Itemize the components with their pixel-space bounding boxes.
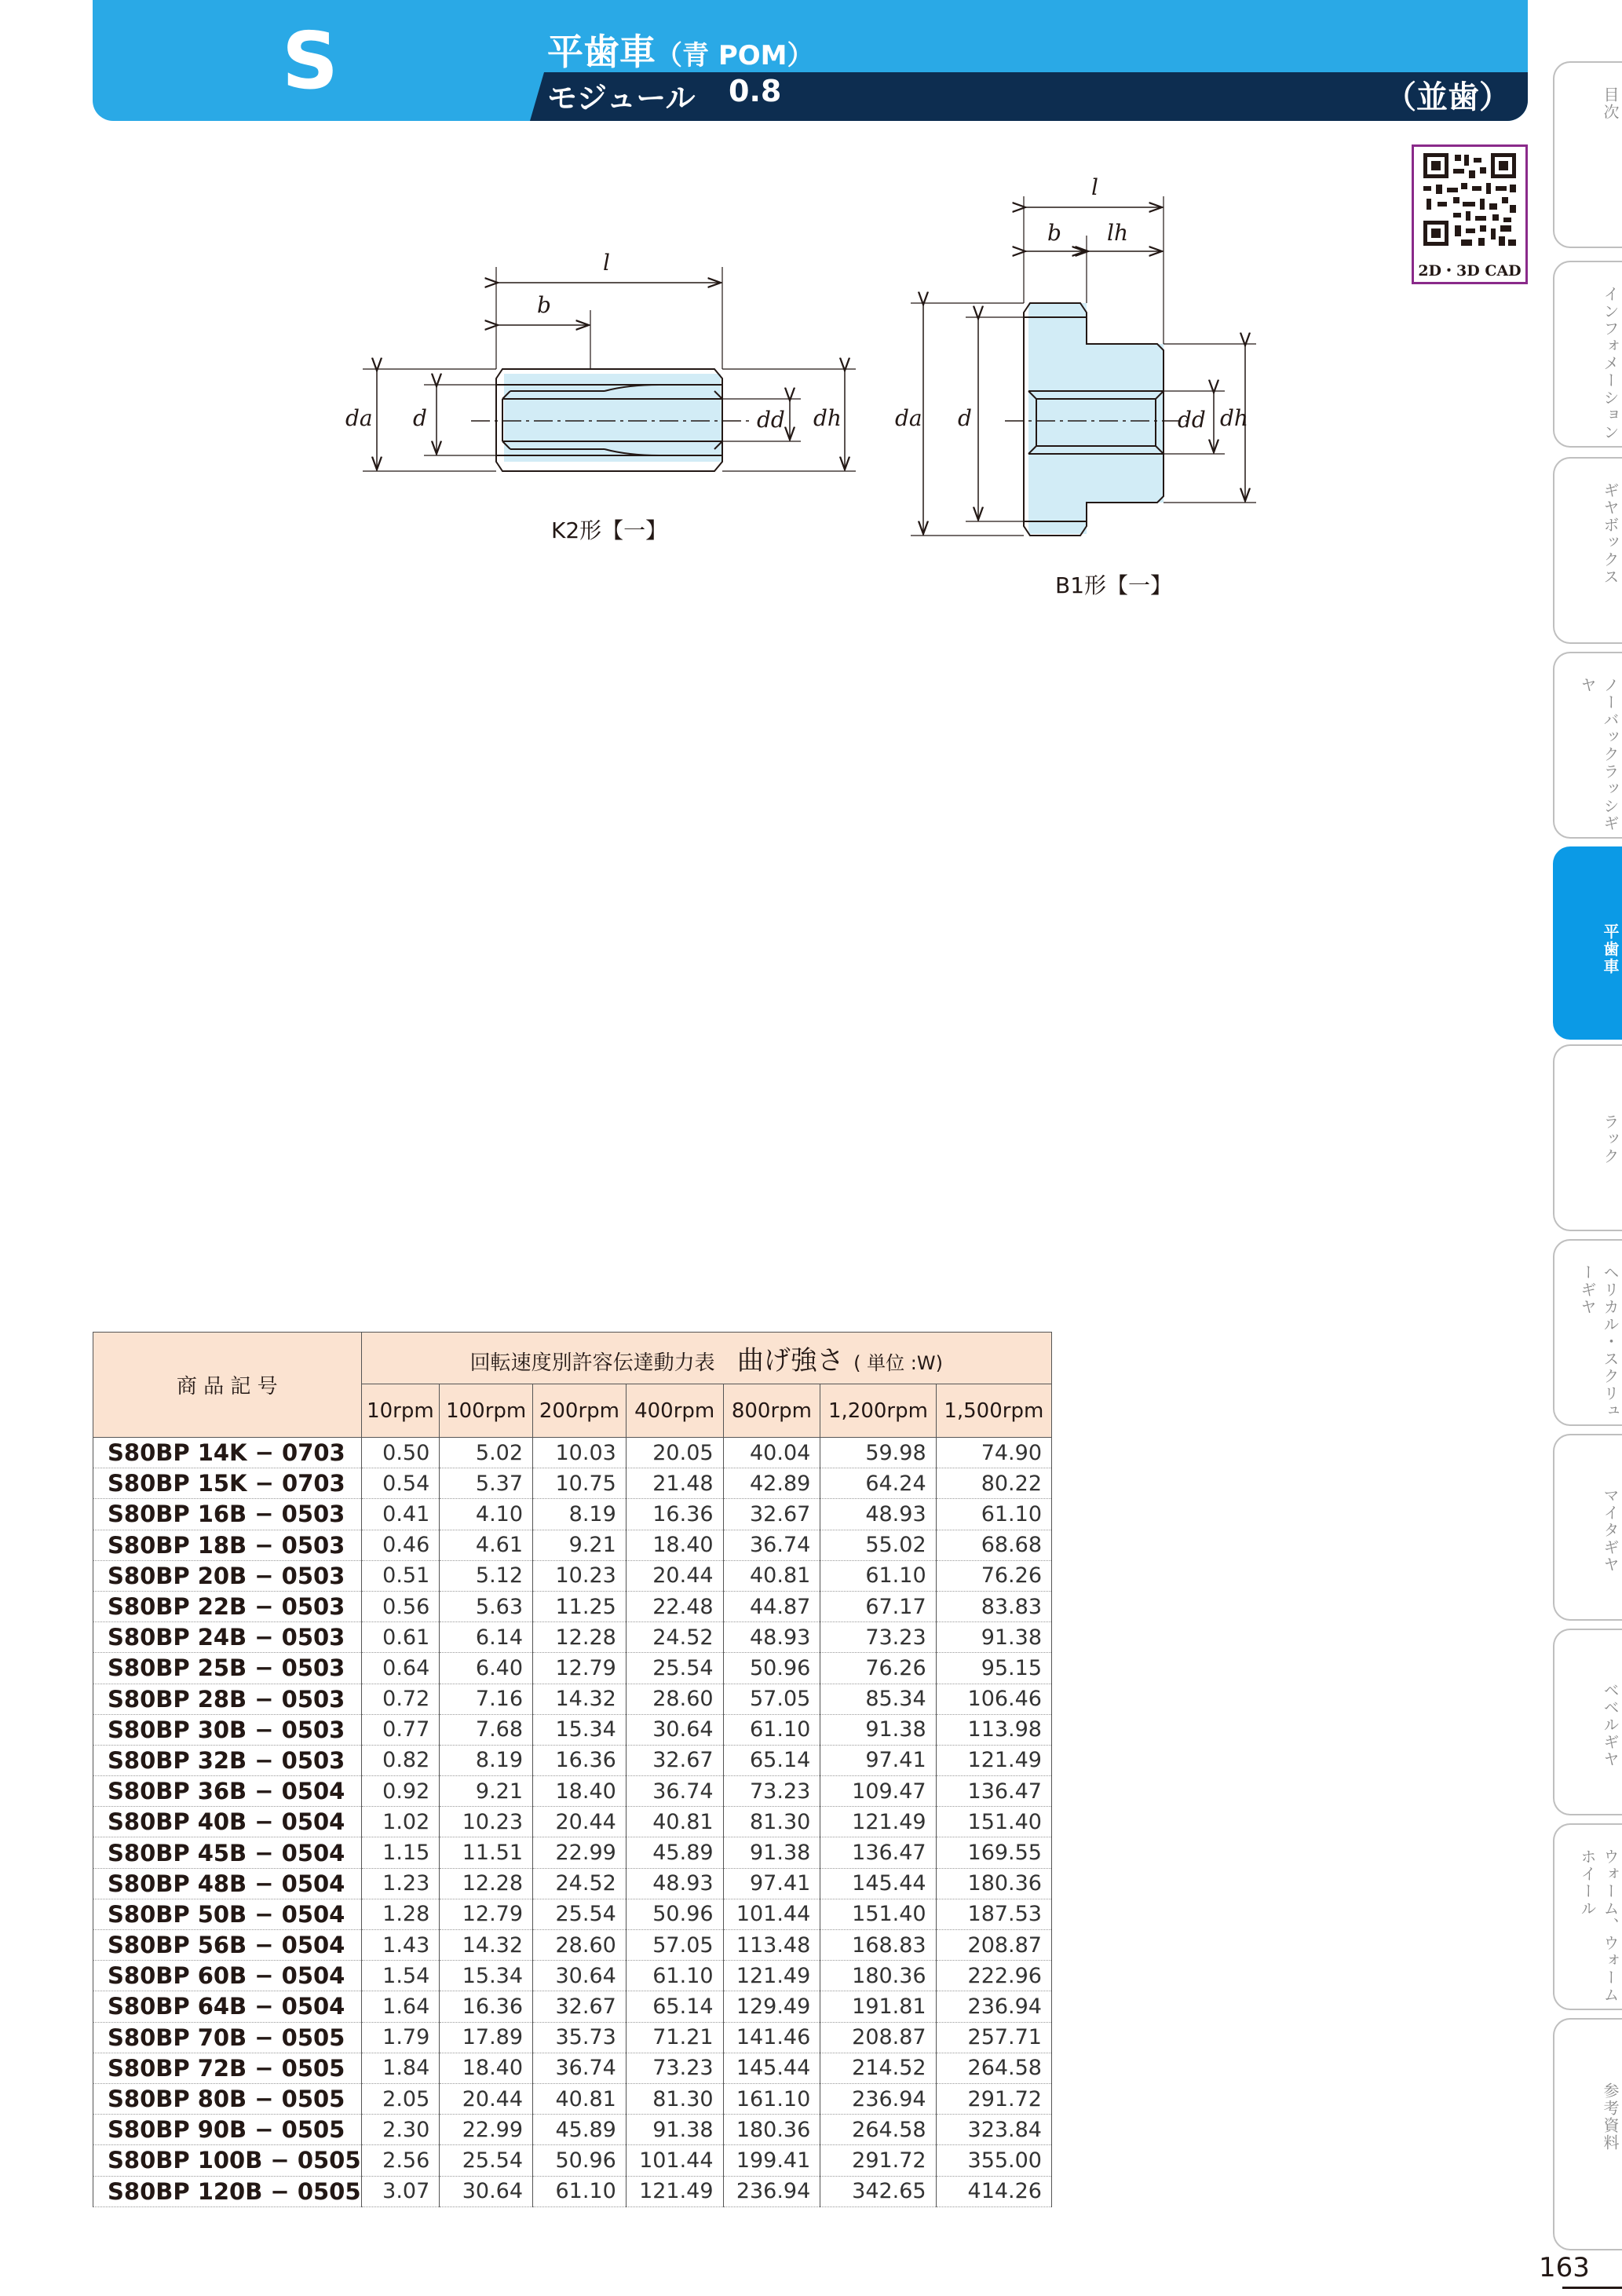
- column-header: 100rpm: [440, 1384, 533, 1438]
- product-code: S80BP 60B − 0504: [93, 1961, 362, 1991]
- module-value: 0.8: [729, 74, 782, 108]
- power-value: 1.15: [361, 1837, 440, 1868]
- product-code: S80BP 45B − 0504: [93, 1837, 362, 1868]
- power-value: 65.14: [626, 1991, 723, 2022]
- power-value: 236.94: [820, 2083, 936, 2114]
- power-value: 10.03: [533, 1438, 627, 1468]
- side-tab-helical[interactable]: [1553, 1239, 1622, 1426]
- power-value: 6.14: [440, 1622, 533, 1653]
- power-value: 291.72: [820, 2145, 936, 2176]
- product-code: S80BP 24B − 0503: [93, 1622, 362, 1653]
- power-value: 323.84: [936, 2115, 1051, 2145]
- k2-dh-label: dh: [813, 405, 842, 431]
- power-value: 24.52: [626, 1622, 723, 1653]
- power-value: 4.10: [440, 1499, 533, 1530]
- power-value: 1.79: [361, 2022, 440, 2053]
- power-value: 2.56: [361, 2145, 440, 2176]
- column-header: 800rpm: [723, 1384, 820, 1438]
- power-value: 113.98: [936, 1714, 1051, 1745]
- product-code: S80BP 30B − 0503: [93, 1714, 362, 1745]
- power-value: 222.96: [936, 1961, 1051, 1991]
- column-header: 10rpm: [361, 1384, 440, 1438]
- b1-lh-label: lh: [1107, 220, 1128, 246]
- power-value: 36.74: [533, 2053, 627, 2083]
- k2-da-label: da: [345, 405, 373, 431]
- power-value: 61.10: [723, 1714, 820, 1745]
- side-tab-bevel[interactable]: [1553, 1629, 1622, 1815]
- side-tab-spur-gear[interactable]: [1553, 846, 1622, 1040]
- power-value: 0.41: [361, 1499, 440, 1530]
- power-value: 15.34: [440, 1961, 533, 1991]
- power-value: 1.54: [361, 1961, 440, 1991]
- side-tab-label: インフォメーション: [1601, 286, 1620, 441]
- power-value: 45.89: [626, 1837, 723, 1868]
- table-subtitle: 曲げ強さ: [736, 1345, 844, 1377]
- power-value: 5.12: [440, 1560, 533, 1591]
- column-header: 400rpm: [626, 1384, 723, 1438]
- power-value: 21.48: [626, 1468, 723, 1499]
- power-value: 10.23: [533, 1560, 627, 1591]
- power-value: 14.32: [440, 1930, 533, 1961]
- power-value: 5.02: [440, 1438, 533, 1468]
- power-value: 0.56: [361, 1591, 440, 1621]
- power-value: 414.26: [936, 2176, 1051, 2206]
- table-row: [93, 1468, 1052, 1499]
- product-code: S80BP 120B − 0505: [93, 2176, 362, 2206]
- power-value: 30.64: [533, 1961, 627, 1991]
- b1-diagram: [911, 196, 1256, 536]
- power-value: 121.49: [820, 1807, 936, 1837]
- product-code: S80BP 70B − 0505: [93, 2022, 362, 2053]
- product-code: S80BP 56B − 0504: [93, 1930, 362, 1961]
- table-row: [93, 1930, 1052, 1961]
- power-value: 45.89: [533, 2115, 627, 2145]
- power-value: 57.05: [626, 1930, 723, 1961]
- power-value: 44.87: [723, 1591, 820, 1621]
- side-tab-label: ノーバックラッシギヤ: [1578, 677, 1620, 832]
- product-code: S80BP 15K − 0703: [93, 1468, 362, 1499]
- power-value: 32.67: [533, 1991, 627, 2022]
- table-row: [93, 1560, 1052, 1591]
- table-row: [93, 1499, 1052, 1530]
- side-tab-worm[interactable]: [1553, 1823, 1622, 2010]
- product-code: S80BP 90B − 0505: [93, 2115, 362, 2145]
- power-value: 97.41: [723, 1868, 820, 1899]
- power-value: 95.15: [936, 1653, 1051, 1684]
- power-value: 91.38: [626, 2115, 723, 2145]
- product-code: S80BP 32B − 0503: [93, 1745, 362, 1775]
- power-value: 50.96: [723, 1653, 820, 1684]
- side-tab-label: ヘリカル・スクリューギヤ: [1578, 1264, 1620, 1420]
- product-code: S80BP 64B − 0504: [93, 1991, 362, 2022]
- power-value: 187.53: [936, 1899, 1051, 1929]
- power-value: 12.28: [533, 1622, 627, 1653]
- power-value: 0.50: [361, 1438, 440, 1468]
- power-value: 121.49: [723, 1961, 820, 1991]
- k2-diagram: [363, 267, 856, 471]
- power-value: 101.44: [626, 2145, 723, 2176]
- power-value: 5.63: [440, 1591, 533, 1621]
- product-code: S80BP 72B − 0505: [93, 2053, 362, 2083]
- power-value: 1.84: [361, 2053, 440, 2083]
- b1-dd-label: dd: [1178, 407, 1206, 433]
- power-value: 61.10: [820, 1560, 936, 1591]
- side-tab-contents[interactable]: [1553, 61, 1622, 248]
- product-code: S80BP 14K − 0703: [93, 1438, 362, 1468]
- power-value: 236.94: [936, 1991, 1051, 2022]
- power-value: 6.40: [440, 1653, 533, 1684]
- power-value: 0.54: [361, 1468, 440, 1499]
- power-value: 55.02: [820, 1530, 936, 1560]
- power-value: 151.40: [820, 1899, 936, 1929]
- power-value: 73.23: [626, 2053, 723, 2083]
- table-row: [93, 2145, 1052, 2176]
- power-value: 0.82: [361, 1745, 440, 1775]
- series-letter: S: [281, 15, 339, 107]
- k2-d-label: d: [413, 405, 427, 431]
- column-header: 1,500rpm: [936, 1384, 1051, 1438]
- power-value: 169.55: [936, 1837, 1051, 1868]
- side-tab-label: マイタギヤ: [1601, 1487, 1620, 1574]
- table-row: [93, 1622, 1052, 1653]
- product-code: S80BP 40B − 0504: [93, 1807, 362, 1837]
- power-value: 168.83: [820, 1930, 936, 1961]
- power-value: 42.89: [723, 1468, 820, 1499]
- side-tab-no-backlash[interactable]: [1553, 652, 1622, 839]
- power-value: 113.48: [723, 1930, 820, 1961]
- power-value: 16.36: [533, 1745, 627, 1775]
- table-row: [93, 1899, 1052, 1929]
- product-code: S80BP 18B − 0503: [93, 1530, 362, 1560]
- power-value: 208.87: [936, 1930, 1051, 1961]
- power-value: 161.10: [723, 2083, 820, 2114]
- power-value: 36.74: [626, 1776, 723, 1807]
- power-value: 68.68: [936, 1530, 1051, 1560]
- side-tab-label: ラック: [1601, 1113, 1620, 1165]
- side-tab-reference[interactable]: [1553, 2018, 1622, 2250]
- power-value: 22.99: [440, 2115, 533, 2145]
- power-value: 141.46: [723, 2022, 820, 2053]
- power-value: 264.58: [936, 2053, 1051, 2083]
- power-value: 83.83: [936, 1591, 1051, 1621]
- b1-dh-label: dh: [1220, 405, 1248, 431]
- product-code: S80BP 22B − 0503: [93, 1591, 362, 1621]
- power-value: 9.21: [533, 1530, 627, 1560]
- table-unit: ( 単位 :W): [853, 1352, 943, 1374]
- power-value: 48.93: [626, 1868, 723, 1899]
- power-value: 91.38: [820, 1714, 936, 1745]
- power-value: 7.16: [440, 1684, 533, 1714]
- table-row: [93, 2022, 1052, 2053]
- table-row: [93, 1714, 1052, 1745]
- side-tab-rack[interactable]: [1553, 1044, 1622, 1231]
- power-value: 199.41: [723, 2145, 820, 2176]
- power-value: 355.00: [936, 2145, 1051, 2176]
- b1-d-label: d: [958, 405, 972, 431]
- qr-code-icon: [1414, 147, 1525, 257]
- power-value: 0.64: [361, 1653, 440, 1684]
- power-value: 48.93: [723, 1622, 820, 1653]
- power-value: 20.05: [626, 1438, 723, 1468]
- k2-l-label: l: [603, 250, 610, 276]
- power-value: 71.21: [626, 2022, 723, 2053]
- power-value: 342.65: [820, 2176, 936, 2206]
- side-tab-gearbox[interactable]: [1553, 457, 1622, 644]
- power-value: 80.22: [936, 1468, 1051, 1499]
- tooth-type: （並歯）: [1385, 79, 1511, 115]
- power-value: 10.23: [440, 1807, 533, 1837]
- power-value: 20.44: [440, 2083, 533, 2114]
- product-code: S80BP 28B − 0503: [93, 1684, 362, 1714]
- k2-caption: K2形【一】: [551, 517, 668, 543]
- power-value: 30.64: [626, 1714, 723, 1745]
- power-value: 85.34: [820, 1684, 936, 1714]
- table-row: [93, 1776, 1052, 1807]
- module-label: モジュール: [547, 81, 696, 115]
- k2-b-label: b: [537, 292, 551, 318]
- table-row: [93, 1745, 1052, 1775]
- table-row: [93, 2176, 1052, 2206]
- power-value: 35.73: [533, 2022, 627, 2053]
- power-value: 11.25: [533, 1591, 627, 1621]
- power-value: 18.40: [533, 1776, 627, 1807]
- power-value: 0.61: [361, 1622, 440, 1653]
- side-tab-miter[interactable]: [1553, 1434, 1622, 1621]
- power-value: 3.07: [361, 2176, 440, 2206]
- power-value: 136.47: [936, 1776, 1051, 1807]
- power-value: 30.64: [440, 2176, 533, 2206]
- power-value: 180.36: [723, 2115, 820, 2145]
- power-value: 50.96: [626, 1899, 723, 1929]
- table-row: [93, 1868, 1052, 1899]
- power-value: 0.77: [361, 1714, 440, 1745]
- power-value: 25.54: [440, 2145, 533, 2176]
- power-value: 36.74: [723, 1530, 820, 1560]
- side-tab-label: 目次: [1601, 86, 1620, 121]
- power-value: 28.60: [626, 1684, 723, 1714]
- power-value: 180.36: [820, 1961, 936, 1991]
- side-tab-information[interactable]: [1553, 261, 1622, 448]
- power-value: 61.10: [533, 2176, 627, 2206]
- table-row: [93, 1961, 1052, 1991]
- table-title-text: 回転速度別許容伝達動力表: [469, 1351, 715, 1375]
- power-value: 236.94: [723, 2176, 820, 2206]
- table-row: [93, 2083, 1052, 2114]
- power-value: 1.28: [361, 1899, 440, 1929]
- power-value: 208.87: [820, 2022, 936, 2053]
- power-value: 16.36: [440, 1991, 533, 2022]
- page-number: 163: [1539, 2252, 1590, 2283]
- power-value: 64.24: [820, 1468, 936, 1499]
- power-value: 8.19: [533, 1499, 627, 1530]
- power-value: 91.38: [723, 1837, 820, 1868]
- side-tab-label: ベベルギヤ: [1601, 1682, 1620, 1768]
- power-value: 14.32: [533, 1684, 627, 1714]
- power-value: 145.44: [723, 2053, 820, 2083]
- power-value: 1.23: [361, 1868, 440, 1899]
- power-value: 291.72: [936, 2083, 1051, 2114]
- table-row: [93, 1530, 1052, 1560]
- side-tab-label: 平歯車: [1601, 923, 1620, 975]
- table-row: [93, 1684, 1052, 1714]
- power-value: 0.51: [361, 1560, 440, 1591]
- power-value: 73.23: [820, 1622, 936, 1653]
- power-value: 81.30: [723, 1807, 820, 1837]
- table-title: [361, 1333, 1051, 1384]
- power-value: 16.36: [626, 1499, 723, 1530]
- table-row: [93, 1438, 1052, 1468]
- power-value: 12.79: [440, 1899, 533, 1929]
- title-text: 平歯車: [547, 31, 656, 73]
- table-row: [93, 2115, 1052, 2145]
- qr-label: 2D・3D CAD: [1418, 262, 1522, 280]
- power-value: 11.51: [440, 1837, 533, 1868]
- power-value: 214.52: [820, 2053, 936, 2083]
- gear-diagrams: [0, 0, 1335, 597]
- power-value: 151.40: [936, 1807, 1051, 1837]
- power-value: 17.89: [440, 2022, 533, 2053]
- power-value: 109.47: [820, 1776, 936, 1807]
- power-value: 191.81: [820, 1991, 936, 2022]
- side-tab-label: ギヤボックス: [1601, 482, 1620, 586]
- power-value: 57.05: [723, 1684, 820, 1714]
- b1-b-label: b: [1047, 220, 1061, 246]
- power-value: 32.67: [723, 1499, 820, 1530]
- product-code: S80BP 16B − 0503: [93, 1499, 362, 1530]
- power-value: 81.30: [626, 2083, 723, 2114]
- power-value: 61.10: [936, 1499, 1051, 1530]
- power-value: 40.81: [626, 1807, 723, 1837]
- power-value: 264.58: [820, 2115, 936, 2145]
- power-value: 25.54: [533, 1899, 627, 1929]
- table-row: [93, 1591, 1052, 1621]
- power-value: 48.93: [820, 1499, 936, 1530]
- table-row: [93, 2053, 1052, 2083]
- power-value: 106.46: [936, 1684, 1051, 1714]
- power-value: 5.37: [440, 1468, 533, 1499]
- product-code: S80BP 20B − 0503: [93, 1560, 362, 1591]
- power-value: 145.44: [820, 1868, 936, 1899]
- power-value: 1.43: [361, 1930, 440, 1961]
- power-value: 0.72: [361, 1684, 440, 1714]
- column-header: 1,200rpm: [820, 1384, 936, 1438]
- power-value: 22.48: [626, 1591, 723, 1621]
- power-value: 8.19: [440, 1745, 533, 1775]
- power-value: 20.44: [533, 1807, 627, 1837]
- power-value: 101.44: [723, 1899, 820, 1929]
- material-text: （青 POM）: [656, 40, 814, 71]
- k2-dd-label: dd: [757, 407, 785, 433]
- power-value: 12.28: [440, 1868, 533, 1899]
- power-value: 12.79: [533, 1653, 627, 1684]
- power-value: 91.38: [936, 1622, 1051, 1653]
- power-value: 1.02: [361, 1807, 440, 1837]
- power-value: 18.40: [440, 2053, 533, 2083]
- power-value: 97.41: [820, 1745, 936, 1775]
- table-row: [93, 1807, 1052, 1837]
- power-value: 180.36: [936, 1868, 1051, 1899]
- table-row: [93, 1991, 1052, 2022]
- page-number-rule: [1562, 2287, 1622, 2289]
- power-value: 18.40: [626, 1530, 723, 1560]
- power-value: 24.52: [533, 1868, 627, 1899]
- power-value: 7.68: [440, 1714, 533, 1745]
- power-value: 15.34: [533, 1714, 627, 1745]
- power-value: 76.26: [936, 1560, 1051, 1591]
- power-value: 76.26: [820, 1653, 936, 1684]
- power-value: 257.71: [936, 2022, 1051, 2053]
- b1-l-label: l: [1091, 174, 1098, 200]
- table-row: [93, 1653, 1052, 1684]
- power-value: 2.05: [361, 2083, 440, 2114]
- side-tab-label: 参考資料: [1601, 2082, 1620, 2152]
- power-value: 32.67: [626, 1745, 723, 1775]
- product-code: S80BP 50B − 0504: [93, 1899, 362, 1929]
- power-value: 28.60: [533, 1930, 627, 1961]
- power-value: 9.21: [440, 1776, 533, 1807]
- power-value: 73.23: [723, 1776, 820, 1807]
- power-value: 50.96: [533, 2145, 627, 2176]
- power-value: 74.90: [936, 1438, 1051, 1468]
- power-value: 136.47: [820, 1837, 936, 1868]
- power-value: 22.99: [533, 1837, 627, 1868]
- power-value: 40.81: [533, 2083, 627, 2114]
- side-tab-label: ウォーム、ウォームホイール: [1578, 1848, 1620, 2004]
- power-value: 65.14: [723, 1745, 820, 1775]
- b1-caption: B1形【一】: [1055, 572, 1173, 598]
- power-value: 67.17: [820, 1591, 936, 1621]
- power-value: 25.54: [626, 1653, 723, 1684]
- power-value: 10.75: [533, 1468, 627, 1499]
- product-code: S80BP 36B − 0504: [93, 1776, 362, 1807]
- b1-da-label: da: [895, 405, 922, 431]
- product-code: S80BP 100B − 0505: [93, 2145, 362, 2176]
- power-value: 0.46: [361, 1530, 440, 1560]
- power-value: 1.64: [361, 1991, 440, 2022]
- power-value: 40.81: [723, 1560, 820, 1591]
- column-header: 200rpm: [533, 1384, 627, 1438]
- power-value: 2.30: [361, 2115, 440, 2145]
- product-code: S80BP 25B − 0503: [93, 1653, 362, 1684]
- power-value: 121.49: [626, 2176, 723, 2206]
- code-header: 商 品 記 号: [93, 1333, 362, 1438]
- power-value: 20.44: [626, 1560, 723, 1591]
- power-value: 59.98: [820, 1438, 936, 1468]
- power-table: [93, 1332, 1052, 2207]
- product-code: S80BP 80B − 0505: [93, 2083, 362, 2114]
- power-value: 4.61: [440, 1530, 533, 1560]
- power-value: 0.92: [361, 1776, 440, 1807]
- product-code: S80BP 48B − 0504: [93, 1868, 362, 1899]
- power-value: 129.49: [723, 1991, 820, 2022]
- power-value: 61.10: [626, 1961, 723, 1991]
- power-value: 40.04: [723, 1438, 820, 1468]
- table-row: [93, 1837, 1052, 1868]
- power-value: 121.49: [936, 1745, 1051, 1775]
